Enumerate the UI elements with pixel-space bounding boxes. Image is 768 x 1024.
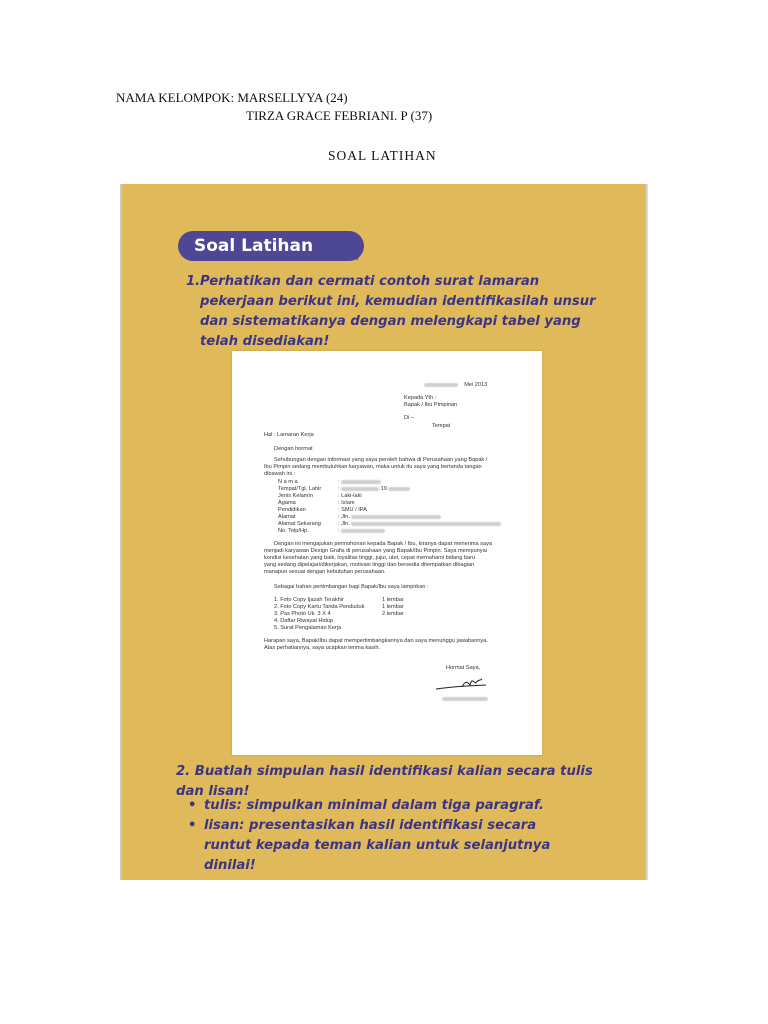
- field-gender-value: : Laki-laki: [338, 493, 362, 499]
- sample-application-letter: [232, 351, 542, 755]
- signature-icon: [432, 673, 492, 695]
- attachment-item: 2. Foto Copy Kartu Tanda Penduduk: [274, 604, 365, 610]
- letter-body-2: menjadi karyawan Design Grafis di perusahaan yang Bapak/Ibu Pimpin. Saya mempunyai: [264, 548, 487, 554]
- field-address-label: Alamat: [278, 514, 296, 520]
- field-address-value: : Jln.: [338, 514, 441, 521]
- bullet-tulis: • tulis: simpulkan minimal dalam tiga paragraf.: [188, 796, 558, 816]
- field-religion-label: Agama: [278, 500, 296, 506]
- letter-to-2: Bapak / Ibu Pimpinan: [404, 402, 458, 408]
- bullet-lisan: • lisan: presentasikan hasil identifikasi secara runtut kepada teman kalian untuk selanjutnya dinilai!: [188, 816, 558, 876]
- letter-greeting: Dengan hormat: [274, 446, 313, 452]
- field-education-label: Pendidikan: [278, 507, 306, 513]
- attachment-item: 3. Pas Photo Uk. 3 X 4: [274, 611, 331, 617]
- letter-tempat: Tempat: [432, 423, 451, 429]
- letter-to-1: Kepada Yth :: [404, 395, 437, 401]
- signer-name: [442, 696, 488, 703]
- attachment-item: 1. Foto Copy Ijazah Terakhir: [274, 597, 344, 603]
- attachment-item: 4. Daftar Riwayat Hidup: [274, 618, 334, 624]
- field-birth-label: Tempat/Tgl. Lahir: [278, 486, 322, 492]
- attachment-qty: 1 lembar: [382, 597, 404, 603]
- attachment-qty: 2 lembar: [382, 611, 404, 617]
- field-name-label: N a m a: [278, 479, 298, 485]
- letter-intro-2: Ibu Pimpin sedang membutuhkan karyawan, maka untuk itu saya yang bertanda tangan: [264, 464, 482, 470]
- attachment-qty: 1 lembar: [382, 604, 404, 610]
- group-name-line-2: TIRZA GRACE FEBRIANI. P (37): [246, 108, 433, 123]
- letter-subject: Hal : Lamaran Kerja: [264, 432, 314, 438]
- letter-body-4: yang sedang dipelajari/dikerjakan, motivasi tinggi dan bersedia ditempatkan dibagian: [264, 562, 475, 568]
- question-1-text: Perhatikan dan cermati contoh surat lamaran pekerjaan berikut ini, kemudian identifikasilah unsur dan sistematikanya dengan melengkapi tabel yang telah disediakan!: [200, 274, 596, 349]
- letter-body-1: Dengan ini mengajukan permohonan kepada Bapak / Ibu, kiranya dapat menerima saya: [274, 541, 492, 547]
- field-birth-value: : 19: [338, 486, 410, 493]
- field-name-value: :: [338, 479, 381, 486]
- question-1: [186, 272, 606, 352]
- question-2-bullets: [188, 796, 558, 876]
- question-1-number: 1.: [186, 274, 201, 289]
- letter-date: Mei 2013: [424, 382, 487, 389]
- attachment-item: 5. Surat Pengalaman Kerja: [274, 625, 342, 631]
- field-current-address-value: : Jln.: [338, 521, 501, 528]
- letter-sign-off: Hormat Saya,: [446, 665, 481, 671]
- group-name-line-1: NAMA KELOMPOK: MARSELLYYA (24): [116, 90, 348, 105]
- letter-di: Di –: [404, 415, 414, 421]
- letter-intro-3: dibawah ini :: [264, 471, 296, 477]
- field-current-address-label: Alamat Sekarang: [278, 521, 321, 527]
- letter-attachment-intro: Sebagai bahan pertimbangan bagi Bapak/Ibu saya lampirkan :: [274, 584, 429, 590]
- field-phone-label: No. Telp/Hp.: [278, 528, 309, 534]
- letter-body-5: manapun sesuai dengan kebutuhan perusahaan.: [264, 569, 386, 575]
- letter-intro-1: Sehubungan dengan informasi yang saya peroleh bahwa di Perusahaan yang Bapak /: [274, 457, 488, 463]
- letter-closing-2: Atas perhatiannya, saya ucapkan terima kasih.: [264, 645, 380, 651]
- field-phone-value: :: [338, 528, 385, 535]
- exercise-panel: [120, 184, 648, 880]
- field-gender-label: Jenis Kelamin: [278, 493, 313, 499]
- field-education-value: : SMU / IPA: [338, 507, 367, 513]
- soal-latihan-badge: Soal Latihan: [178, 231, 364, 261]
- page-title: SOAL LATIHAN: [328, 148, 437, 163]
- letter-body-3: kondisi kesehatan yang baik, loyalitas tinggi, jujur, ulet, cepat memahami bidang baru: [264, 555, 476, 561]
- letter-closing-1: Harapan saya, Bapak/Ibu dapat mempertimbangkannya dan saya menunggu jawabannya.: [264, 638, 488, 644]
- field-religion-value: : Islam: [338, 500, 355, 506]
- question-2: 2. Buatlah simpulan hasil identifikasi kalian secara tulis dan lisan!: [176, 764, 593, 799]
